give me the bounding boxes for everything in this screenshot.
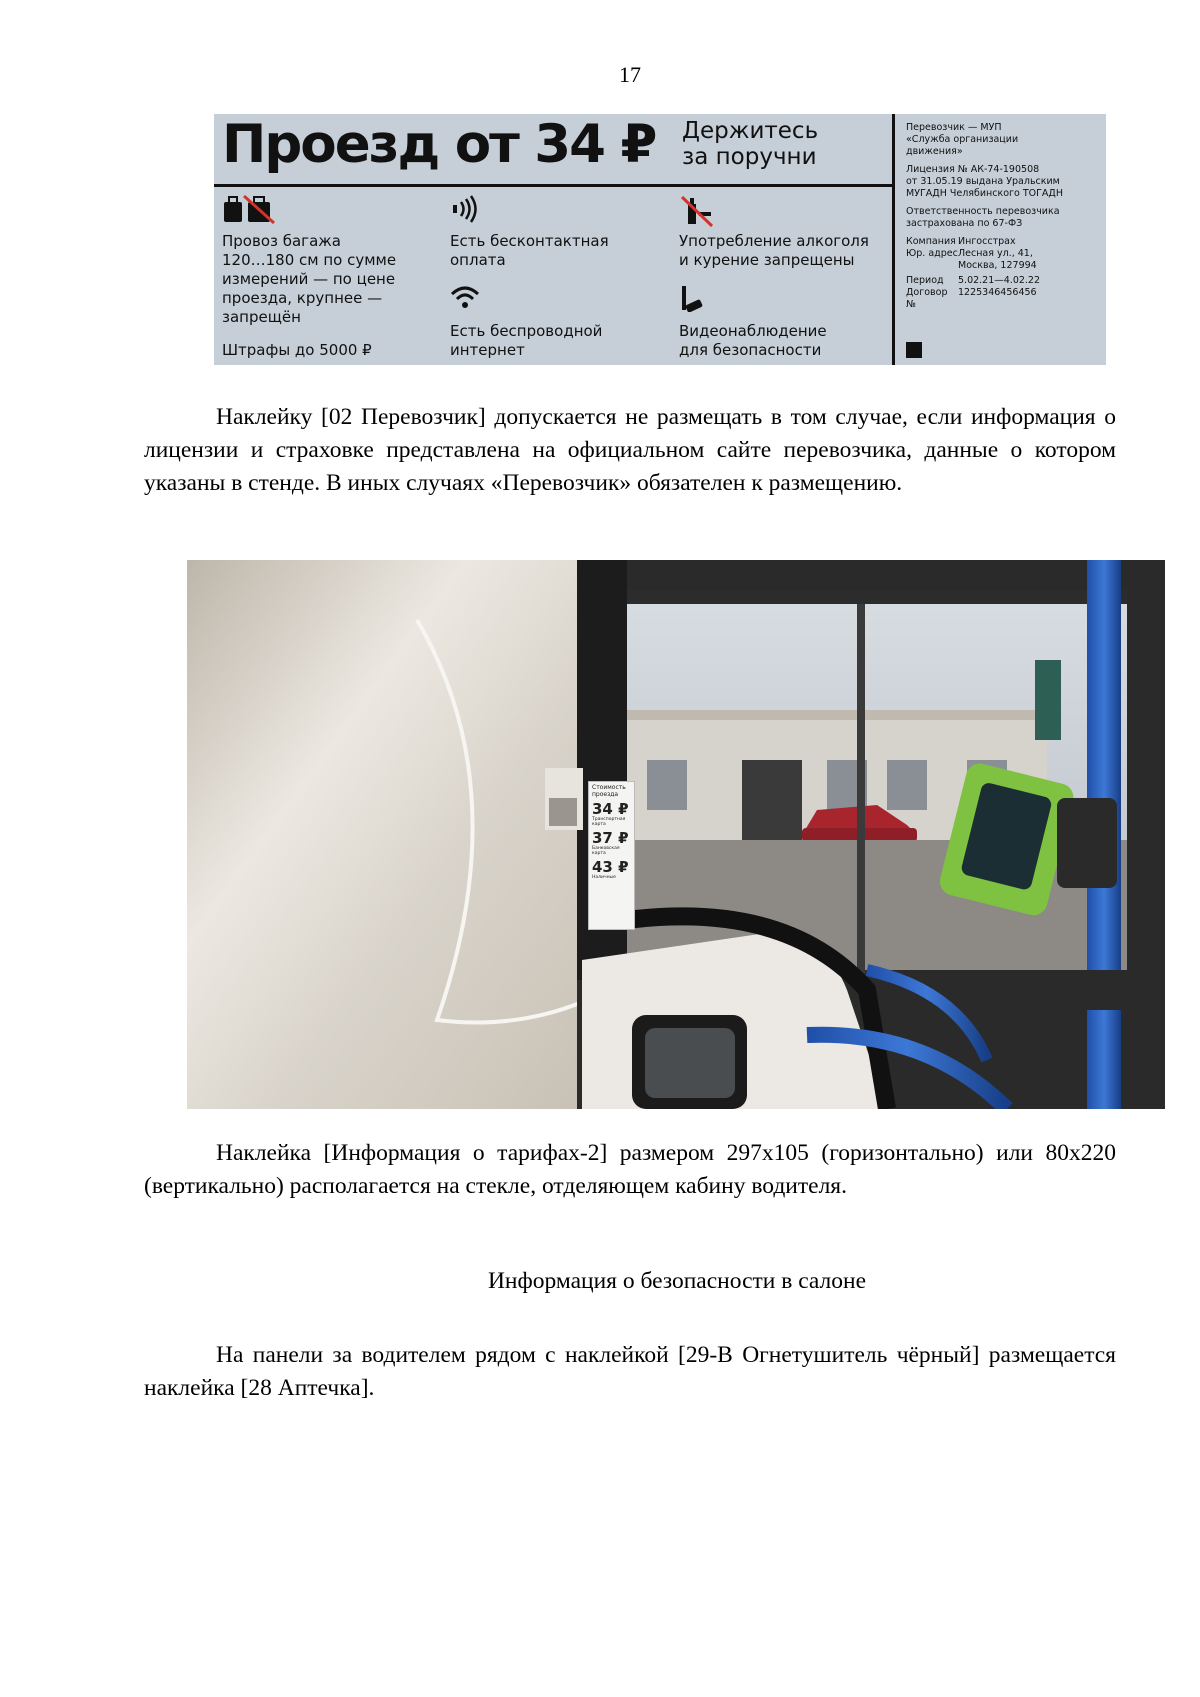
carrier-contract-row bbox=[906, 287, 1101, 311]
alcohol-line: Употребление алкоголя bbox=[679, 232, 869, 250]
tariff-label-line: Банковская bbox=[592, 846, 620, 851]
insurance-line: Ответственность перевозчика bbox=[906, 206, 1060, 217]
contactless-text bbox=[450, 232, 609, 270]
carrier-license bbox=[906, 164, 1101, 200]
sticker-main-panel bbox=[214, 114, 892, 365]
tariff-label-bank-card bbox=[592, 846, 631, 856]
carrier-logo-icon bbox=[906, 342, 922, 358]
sticker-divider-vertical bbox=[892, 114, 895, 365]
luggage-line: Провоз багажа bbox=[222, 232, 341, 250]
tariff-label-line: карта bbox=[592, 822, 606, 827]
insurance-line: застрахована по 67-ФЗ bbox=[906, 218, 1023, 229]
contactless-line: оплата bbox=[450, 251, 506, 269]
period-value: 5.02.21—4.02.22 bbox=[958, 275, 1041, 286]
tariff-sign bbox=[588, 781, 635, 930]
sticker-divider-horizontal bbox=[214, 184, 892, 187]
section-heading: Информация о безопасности в салоне bbox=[487, 1268, 867, 1294]
company-label: Компания bbox=[906, 236, 956, 247]
contactless-line: Есть бесконтактная bbox=[450, 232, 609, 250]
video-line: для безопасности bbox=[679, 341, 822, 359]
tariff-price-cash: 43 ₽ bbox=[592, 858, 629, 876]
sticker-carrier-info bbox=[906, 122, 1101, 311]
tariff-title-line: проезда bbox=[592, 791, 619, 798]
address-value bbox=[958, 248, 1037, 272]
tariff-title-line: Стоимость bbox=[592, 784, 626, 791]
paragraph-text: Наклейку [02 Перевозчик] допускается не размещать в том случае, если информация о лицензии и страховке представлена на официальном сайте перевозчика, данные о котором указаны в стенде. В иных случаях «Перевозчик» обязателен к размещению. bbox=[144, 404, 1116, 496]
carrier-name bbox=[906, 122, 1101, 158]
address-label: Юр. адрес bbox=[906, 248, 958, 259]
luggage-text bbox=[222, 232, 396, 327]
wifi-text bbox=[450, 322, 609, 360]
video-text bbox=[679, 322, 869, 360]
sticker-rules-column bbox=[679, 194, 869, 365]
license-line: Лицензия № АК-74-190508 bbox=[906, 164, 1040, 175]
carrier-insurance bbox=[906, 206, 1101, 230]
period-label: Период bbox=[906, 275, 944, 286]
tariff-label-transport-card bbox=[592, 817, 631, 827]
carrier-name-line: «Служба организации bbox=[906, 134, 1019, 145]
license-line: МУГАДН Челябинского ТОГАДН bbox=[906, 188, 1063, 199]
luggage-line: запрещён bbox=[222, 308, 301, 326]
bus-cabin-illustration bbox=[187, 560, 1165, 1109]
alcohol-text bbox=[679, 232, 869, 270]
address-line: Лесная ул., 41, bbox=[958, 248, 1033, 259]
carrier-name-line: движения» bbox=[906, 146, 963, 157]
bus-cabin-photo bbox=[187, 560, 1165, 1109]
tariff-price-transport-card: 34 ₽ bbox=[592, 800, 629, 818]
license-line: от 31.05.19 выдана Уральским bbox=[906, 176, 1060, 187]
contract-value: 1225346456456 bbox=[958, 287, 1037, 298]
video-line: Видеонаблюдение bbox=[679, 322, 827, 340]
hold-rails-line-2: за поручни bbox=[682, 144, 817, 170]
carrier-company-row bbox=[906, 236, 1101, 248]
sticker-hold-rails bbox=[682, 118, 892, 170]
wifi-line: интернет bbox=[450, 341, 525, 359]
contactless-icon bbox=[450, 194, 609, 224]
tariff-label-line: Транспортная bbox=[592, 817, 626, 822]
page-number: 17 bbox=[619, 62, 641, 87]
no-alcohol-smoking-icon bbox=[679, 194, 869, 224]
tariff-title bbox=[592, 784, 631, 798]
carrier-address-row bbox=[906, 248, 1101, 272]
carrier-sticker-image bbox=[214, 114, 1106, 365]
tariff-label-line: карта bbox=[592, 851, 606, 856]
hold-rails-line-1: Держитесь bbox=[682, 118, 819, 144]
camera-icon bbox=[679, 284, 869, 314]
paragraph-text: Наклейка [Информация о тарифах-2] размером 297х105 (горизонтально) или 80х220 (вертикально) располагается на стекле, отделяющем кабину водителя. bbox=[144, 1140, 1116, 1199]
paragraph-tariff-sticker bbox=[144, 1137, 1116, 1203]
wifi-line: Есть беспроводной bbox=[450, 322, 603, 340]
luggage-line: измерений — по цене bbox=[222, 270, 396, 288]
paragraph-text: На панели за водителем рядом с наклейкой [29-В Огнетушитель чёрный] размещается наклейка [28 Аптечка]. bbox=[144, 1342, 1116, 1401]
contract-label: Договор № bbox=[906, 287, 948, 310]
luggage-icon bbox=[222, 194, 396, 224]
luggage-line: проезда, крупнее — bbox=[222, 289, 383, 307]
address-line: Москва, 127994 bbox=[958, 260, 1037, 271]
tariff-price-bank-card: 37 ₽ bbox=[592, 829, 629, 847]
carrier-period-row bbox=[906, 275, 1101, 287]
luggage-line: 120…180 см по сумме bbox=[222, 251, 397, 269]
carrier-name-line: Перевозчик — МУП bbox=[906, 122, 1002, 133]
sticker-luggage-column bbox=[222, 194, 396, 360]
alcohol-line: и курение запрещены bbox=[679, 251, 855, 269]
wifi-icon bbox=[450, 284, 609, 314]
sticker-services-column bbox=[450, 194, 609, 365]
fines-text: Штрафы до 5000 ₽ bbox=[222, 341, 372, 359]
sticker-headline: Проезд от 34 ₽ bbox=[222, 114, 656, 175]
company-value: Ингосстрах bbox=[958, 236, 1016, 247]
paragraph-first-aid bbox=[144, 1339, 1116, 1405]
paragraph-carrier-sticker bbox=[144, 401, 1116, 500]
tariff-label-cash: Наличные bbox=[592, 875, 616, 880]
